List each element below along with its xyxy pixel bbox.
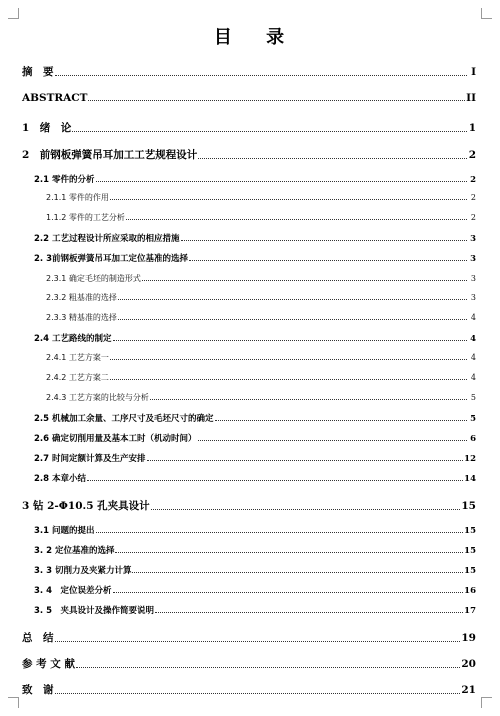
toc-entry-label: ABSTRACT: [22, 92, 88, 104]
toc-entry-label: 3 钻 2-Φ10.5 孔夹具设计: [22, 500, 150, 512]
toc-entry-label: 3. 2 定位基准的选择: [34, 546, 115, 556]
document-page: [22, 20, 476, 696]
toc-entry[interactable]: [22, 92, 476, 104]
toc-entry[interactable]: [22, 173, 476, 185]
toc-entry-page-number: 3: [470, 274, 476, 283]
toc-leader-dots: [110, 359, 467, 360]
toc-entry[interactable]: [22, 312, 476, 323]
toc-entry-label: 参 考 文 献: [22, 658, 75, 670]
toc-entry[interactable]: [22, 524, 476, 536]
toc-entry[interactable]: [22, 273, 476, 284]
toc-leader-dots: [142, 280, 467, 281]
toc-entry-page-number: 5: [470, 414, 476, 424]
toc-entry[interactable]: [22, 332, 476, 344]
toc-entry[interactable]: [22, 64, 476, 79]
toc-entry-label: 2.8 本章小结: [34, 474, 87, 484]
toc-entry-label: 2.2 工艺过程设计所应采取的相应措施: [34, 234, 180, 244]
toc-entry-label: 2.1.1 零件的作用: [46, 193, 109, 202]
toc-entry-page-number: 1: [468, 122, 476, 134]
toc-leader-dots: [126, 219, 467, 220]
toc-leader-dots: [181, 240, 467, 241]
toc-entry-page-number: 4: [470, 353, 476, 362]
toc-leader-dots: [198, 440, 467, 441]
toc-entry[interactable]: [22, 412, 476, 424]
page-title: 目 录: [213, 27, 299, 48]
toc-entry-label: 2.4.3 工艺方案的比较与分析: [46, 393, 149, 402]
toc-entry-page-number: 16: [464, 586, 476, 596]
page-corner-mark: [8, 8, 19, 19]
toc-entry-page-number: 2: [470, 193, 476, 202]
toc-entry-label: 1.1.2 零件的工艺分析: [46, 213, 125, 222]
toc-entry[interactable]: [22, 564, 476, 576]
toc-leader-dots: [55, 693, 461, 694]
toc-entry-label: 2.3.3 精基准的选择: [46, 313, 117, 322]
toc-leader-dots: [76, 667, 460, 668]
toc-entry-label: 2.3.1 确定毛坯的制造形式: [46, 274, 141, 283]
toc-entry[interactable]: [22, 682, 476, 697]
toc-leader-dots: [110, 199, 467, 200]
toc-leader-dots: [96, 181, 467, 182]
toc-leader-dots: [113, 340, 467, 341]
toc-leader-dots: [55, 75, 468, 76]
toc-entry[interactable]: [22, 452, 476, 464]
toc-entry-page-number: 20: [461, 658, 476, 670]
toc-leader-dots: [88, 100, 465, 101]
toc-entry[interactable]: [22, 656, 476, 671]
toc-entry-label: 3. 5 夹具设计及操作简要说明: [34, 606, 155, 616]
toc-leader-dots: [96, 532, 464, 533]
toc-entry-page-number: 15: [464, 566, 476, 576]
toc-entry-page-number: 15: [464, 546, 476, 556]
toc-entry[interactable]: [22, 584, 476, 596]
toc-entry-page-number: 14: [464, 474, 476, 484]
toc-entry[interactable]: [22, 498, 476, 513]
toc-leader-dots: [55, 641, 461, 642]
toc-entry-label: 摘 要: [22, 66, 54, 78]
toc-leader-dots: [151, 509, 461, 510]
toc-entry[interactable]: [22, 192, 476, 203]
toc-entry-label: 2.6 确定切削用量及基本工时（机动时间）: [34, 434, 197, 444]
toc-entry[interactable]: [22, 432, 476, 444]
toc-entry-label: 2 前钢板弹簧吊耳加工工艺规程设计: [22, 149, 198, 161]
page-corner-mark: [481, 8, 492, 19]
toc-leader-dots: [118, 319, 467, 320]
toc-entry-label: 2.3.2 粗基准的选择: [46, 293, 117, 302]
toc-entry[interactable]: [22, 292, 476, 303]
toc-entry-label: 2.4.2 工艺方案二: [46, 373, 109, 382]
toc-entry[interactable]: [22, 604, 476, 616]
toc-entry-label: 1 绪 论: [22, 122, 72, 134]
toc-entry-label: 2.7 时间定额计算及生产安排: [34, 454, 146, 464]
toc-entry-page-number: 3: [470, 234, 476, 244]
toc-entry[interactable]: [22, 472, 476, 484]
toc-entry-page-number: 2: [470, 213, 476, 222]
toc-entry-page-number: 2: [470, 175, 476, 185]
toc-leader-dots: [110, 379, 467, 380]
toc-entry[interactable]: [22, 352, 476, 363]
toc-leader-dots: [132, 572, 463, 573]
toc-entry[interactable]: [22, 372, 476, 383]
toc-entry[interactable]: [22, 147, 476, 162]
toc-entry-label: 致 谢: [22, 684, 54, 696]
toc-leader-dots: [189, 260, 467, 261]
toc-leader-dots: [113, 592, 464, 593]
toc-leader-dots: [118, 299, 467, 300]
toc-entry-label: 2.4.1 工艺方案一: [46, 353, 109, 362]
toc-entry-label: 总 结: [22, 632, 54, 644]
toc-entry-page-number: 19: [461, 632, 476, 644]
toc-entry-label: 2.5 机械加工余量、工序尺寸及毛坯尺寸的确定: [34, 414, 214, 424]
toc-entry-page-number: I: [471, 66, 476, 78]
toc-entry[interactable]: [22, 544, 476, 556]
toc-entry-page-number: 5: [470, 393, 476, 402]
toc-leader-dots: [72, 131, 467, 132]
toc-entry-label: 3.1 问题的提出: [34, 526, 95, 536]
toc-leader-dots: [147, 460, 464, 461]
toc-entry-label: 2. 3前钢板弹簧吊耳加工定位基准的选择: [34, 254, 189, 264]
toc-leader-dots: [87, 480, 463, 481]
toc-entry-page-number: II: [466, 92, 476, 104]
toc-entry-page-number: 3: [470, 254, 476, 264]
toc-entry-page-number: 12: [464, 454, 476, 464]
toc-entry-label: 3. 3 切削力及夹紧力计算: [34, 566, 132, 576]
page-corner-mark: [8, 697, 19, 708]
toc-entry-page-number: 4: [470, 313, 476, 322]
toc-entry-label: 2.1 零件的分析: [34, 175, 95, 185]
toc-entry[interactable]: [22, 630, 476, 645]
toc-leader-dots: [150, 399, 467, 400]
toc-leader-dots: [115, 552, 463, 553]
toc-entry[interactable]: [22, 392, 476, 403]
page-corner-mark: [481, 697, 492, 708]
toc-entry-page-number: 4: [470, 373, 476, 382]
toc-entry-page-number: 15: [461, 500, 476, 512]
toc-entry[interactable]: [22, 232, 476, 244]
toc-entry-page-number: 6: [470, 434, 476, 444]
toc-entry-label: 2.4 工艺路线的制定: [34, 334, 112, 344]
toc-entry-page-number: 3: [470, 293, 476, 302]
toc-entry-page-number: 2: [468, 149, 476, 161]
toc-entry-page-number: 4: [470, 334, 476, 344]
toc-entry-page-number: 15: [464, 526, 476, 536]
toc-entry[interactable]: [22, 212, 476, 223]
toc-entry[interactable]: [22, 120, 476, 135]
toc-leader-dots: [215, 420, 467, 421]
toc-entry-page-number: 21: [461, 684, 476, 696]
toc-leader-dots: [198, 158, 467, 159]
toc-entry-page-number: 17: [464, 606, 476, 616]
toc-leader-dots: [155, 612, 463, 613]
toc-entry[interactable]: [22, 252, 476, 264]
toc-entry-label: 3. 4 定位误差分析: [34, 586, 112, 596]
